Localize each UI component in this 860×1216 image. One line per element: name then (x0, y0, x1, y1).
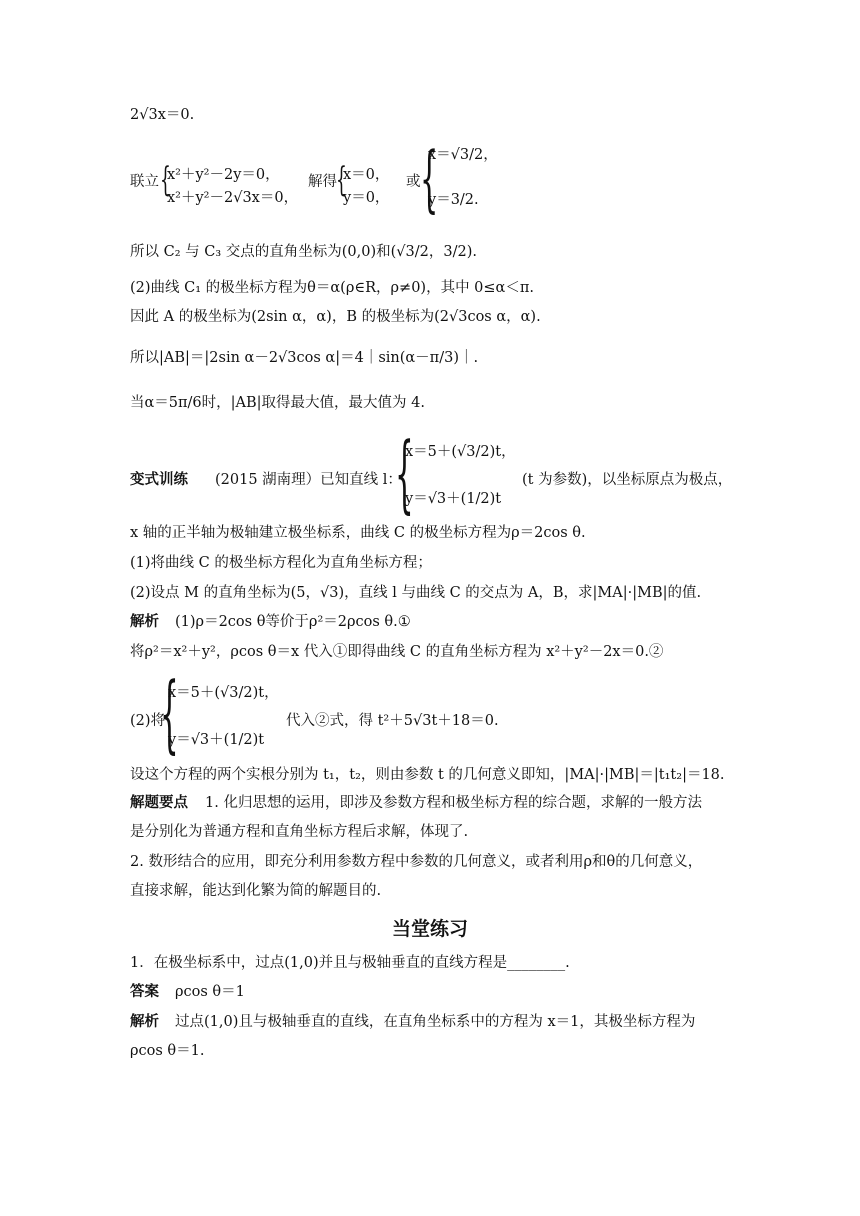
text-line: (1)ρ＝2cos θ等价于ρ²＝2ρcos θ.① (175, 614, 411, 630)
text-line: 代入②式，得 t²＋5√3t＋18＝0. (286, 713, 499, 729)
section-label: 变式训练 (130, 472, 188, 488)
left-brace-icon: { (395, 424, 414, 522)
equation: x＝0， (343, 167, 390, 183)
text-line: (1)将曲线 C 的极坐标方程化为直角坐标方程； (130, 555, 432, 571)
text-line: 当α＝5π/6时，|AB|取得最大值，最大值为 4. (130, 395, 425, 411)
key-points-label: 解题要点 (130, 795, 188, 811)
equation: x＝√3/2， (428, 147, 498, 163)
text-line: 是分别化为普通方程和直角坐标方程后求解，体现了. (130, 824, 469, 840)
text-line: 所以|AB|＝|2sin α－2√3cos α|＝4｜sin(α－π/3)｜. (130, 350, 479, 366)
left-brace-icon: { (336, 160, 347, 200)
text-line: x 轴的正半轴为极轴建立极坐标系，曲线 C 的极坐标方程为ρ＝2cos θ. (130, 525, 586, 541)
equation: x²＋y²－2y＝0， (167, 167, 280, 183)
text-line: 将ρ²＝x²＋y²，ρcos θ＝x 代入①即得曲线 C 的直角坐标方程为 x²＋y²－2x＝0.② (130, 644, 664, 660)
equation: x＝5＋(√3/2)t， (405, 444, 516, 460)
answer-label: 答案 (130, 984, 159, 1000)
left-brace-icon: { (420, 136, 439, 220)
text-line-or: 或 (406, 174, 421, 190)
question: 1．在极坐标系中，过点(1,0)并且与极轴垂直的直线方程是________. (130, 955, 570, 971)
answer-text: ρcos θ＝1 (175, 984, 245, 1000)
equation: y＝3/2. (428, 192, 479, 208)
analysis-text: 过点(1,0)且与极轴垂直的直线，在直角坐标系中的方程为 x＝1，其极坐标方程为 (175, 1014, 696, 1030)
equation: y＝0， (343, 190, 390, 206)
analysis-text: ρcos θ＝1. (130, 1043, 205, 1059)
equation: y＝√3＋(1/2)t (168, 732, 265, 748)
text-line-lead: (2)将 (130, 713, 166, 729)
equation: y＝√3＋(1/2)t (405, 491, 502, 507)
text-line: 1. 化归思想的运用，即涉及参数方程和极坐标方程的综合题，求解的一般方法 (205, 795, 702, 811)
text-line: 2. 数形结合的应用，即充分利用参数方程中参数的几何意义，或者利用ρ和θ的几何意义， (130, 854, 703, 870)
text-line-mid: 解得 (308, 174, 337, 190)
section-title: 当堂练习 (391, 918, 468, 940)
analysis-label: 解析 (130, 1014, 159, 1030)
text-line: 2√3x＝0. (130, 107, 195, 123)
text-line: 因此 A 的极坐标为(2sin α，α)，B 的极坐标为(2√3cos α，α). (130, 309, 541, 325)
equation: x²＋y²－2√3x＝0， (167, 190, 299, 206)
text-line: (2015 湖南理）已知直线 l： (215, 472, 402, 488)
text-line: (t 为参数)，以坐标原点为极点， (522, 472, 733, 488)
text-line-lead: 联立 (130, 174, 159, 190)
text-line: 直接求解，能达到化繁为简的解题目的. (130, 883, 382, 899)
text-line: (2)曲线 C₁ 的极坐标方程为θ＝α(ρ∈R，ρ≠0)，其中 0≤α＜π. (130, 280, 534, 296)
text-line: 设这个方程的两个实根分别为 t₁，t₂，则由参数 t 的几何意义即知，|MA|·|MB|＝|t₁t₂|＝18. (130, 767, 725, 783)
equation: x＝5＋(√3/2)t， (168, 685, 279, 701)
analysis-label: 解析 (130, 614, 159, 630)
text-line: 所以 C₂ 与 C₃ 交点的直角坐标为(0,0)和(√3/2，3/2). (130, 244, 477, 260)
text-line: (2)设点 M 的直角坐标为(5，√3)，直线 l 与曲线 C 的交点为 A，B，求|MA|·|MB|的值. (130, 585, 702, 601)
left-brace-icon: { (160, 664, 179, 762)
left-brace-icon: { (160, 160, 171, 200)
